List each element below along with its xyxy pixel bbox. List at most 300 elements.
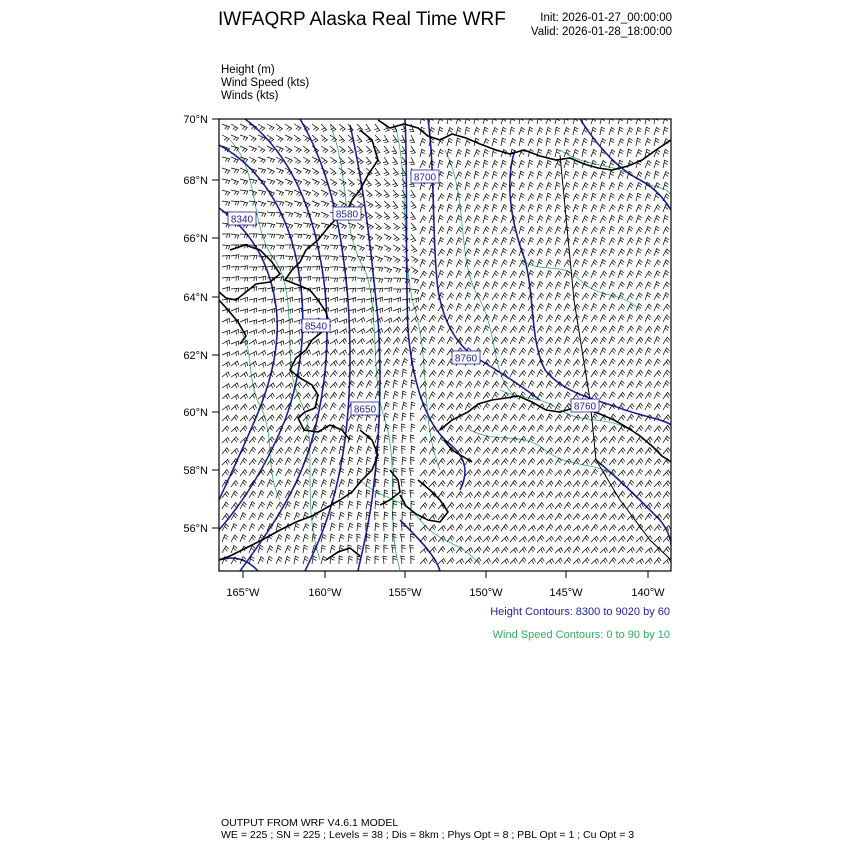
wind-barb bbox=[294, 501, 299, 509]
wind-barb bbox=[582, 315, 588, 322]
wind-barb bbox=[492, 128, 498, 136]
wind-barb bbox=[645, 293, 651, 301]
wind-barb bbox=[411, 501, 415, 509]
wind-barb bbox=[483, 227, 489, 234]
wind-barb bbox=[546, 393, 553, 399]
wind-barb bbox=[465, 315, 471, 322]
wind-barb bbox=[330, 382, 337, 388]
wind-barb bbox=[465, 415, 472, 421]
wind-barb bbox=[465, 304, 472, 311]
wind-barb bbox=[537, 370, 543, 377]
wind-barb bbox=[519, 414, 526, 421]
wind-barb bbox=[312, 256, 320, 260]
wind-barb bbox=[384, 381, 390, 389]
wind-barb bbox=[222, 168, 230, 174]
wind-barb bbox=[501, 215, 507, 223]
wind-barb bbox=[240, 394, 248, 399]
wind-barb bbox=[609, 171, 614, 179]
wind-barb bbox=[663, 558, 671, 564]
wind-barb bbox=[492, 304, 498, 311]
wind-barb bbox=[474, 315, 481, 322]
wind-barb bbox=[618, 415, 625, 421]
wind-barb bbox=[465, 127, 470, 135]
wind-barb bbox=[312, 556, 317, 564]
wind-barb bbox=[609, 547, 616, 553]
wind-barb bbox=[447, 437, 454, 443]
wind-barb bbox=[654, 481, 661, 487]
wind-barb bbox=[465, 525, 472, 531]
wind-barb bbox=[393, 402, 398, 410]
wind-barb bbox=[348, 179, 354, 186]
wind-barb bbox=[402, 267, 410, 273]
wind-barb bbox=[366, 381, 372, 388]
wind-barb bbox=[627, 304, 633, 311]
wind-barb bbox=[285, 425, 292, 432]
wind-barb bbox=[348, 469, 354, 477]
wind-barb bbox=[222, 201, 230, 206]
wind-barb bbox=[627, 194, 633, 202]
wind-barb bbox=[393, 256, 400, 263]
wind-barb bbox=[654, 293, 661, 300]
wind-barb bbox=[447, 480, 454, 487]
wind-barb bbox=[330, 288, 338, 292]
wind-barb bbox=[393, 501, 397, 509]
wind-barb bbox=[564, 469, 571, 476]
wind-barb bbox=[375, 135, 381, 143]
wind-barb bbox=[285, 350, 293, 355]
wind-barb bbox=[546, 459, 553, 465]
wind-barb bbox=[654, 404, 661, 411]
wind-barb bbox=[410, 135, 415, 143]
wind-barb bbox=[420, 271, 427, 278]
wind-barb bbox=[537, 337, 543, 344]
wind-barb bbox=[645, 348, 651, 355]
wind-barb bbox=[501, 436, 508, 443]
wind-barb bbox=[663, 360, 670, 367]
wind-barb bbox=[465, 370, 472, 377]
wind-barb bbox=[465, 182, 470, 190]
wind-barb bbox=[420, 558, 427, 564]
wind-barb bbox=[294, 535, 300, 542]
wind-barb bbox=[375, 179, 381, 187]
wind-barb bbox=[411, 278, 419, 283]
wind-barb bbox=[555, 492, 562, 498]
wind-barb bbox=[582, 425, 589, 432]
wind-barb bbox=[438, 403, 445, 410]
wind-barb bbox=[231, 535, 238, 542]
wind-barb bbox=[618, 205, 624, 213]
wind-barb bbox=[645, 558, 652, 564]
wind-barb bbox=[591, 117, 597, 125]
wind-barb bbox=[654, 502, 661, 509]
wind-barb bbox=[276, 135, 283, 142]
wind-barb bbox=[366, 424, 372, 432]
wind-barb bbox=[600, 194, 606, 201]
wind-barb bbox=[447, 547, 455, 553]
wind-barb bbox=[645, 370, 652, 377]
wind-barb bbox=[555, 227, 561, 234]
lat-label: 60°N bbox=[183, 407, 208, 419]
wind-barb bbox=[240, 372, 248, 377]
wind-barb bbox=[420, 161, 426, 168]
wind-barb bbox=[483, 491, 490, 498]
wind-barb bbox=[555, 548, 563, 553]
wind-barb bbox=[618, 249, 625, 256]
wind-barb bbox=[663, 326, 669, 333]
wind-barb bbox=[573, 503, 580, 509]
wind-barb bbox=[519, 481, 526, 487]
wind-barb bbox=[438, 270, 444, 278]
valid-time: Valid: 2026-01-28_18:00:00 bbox=[530, 26, 672, 38]
wind-barb bbox=[240, 146, 247, 152]
wind-barb bbox=[618, 172, 624, 180]
wind-barb bbox=[510, 282, 516, 289]
wind-barb bbox=[231, 491, 238, 498]
wind-barb bbox=[474, 271, 480, 278]
wind-barb bbox=[330, 436, 337, 443]
wind-barb bbox=[528, 227, 534, 234]
wind-barb bbox=[474, 226, 480, 234]
wind-barb bbox=[384, 212, 390, 220]
wind-barb bbox=[258, 524, 265, 531]
wind-barb bbox=[546, 205, 552, 212]
wind-barb bbox=[222, 318, 230, 323]
wind-barb bbox=[438, 127, 443, 135]
wind-barb bbox=[600, 315, 606, 322]
wind-barb bbox=[609, 337, 615, 344]
wind-barb bbox=[294, 458, 301, 465]
wind-barb bbox=[537, 183, 543, 190]
wind-barb bbox=[591, 337, 598, 344]
wind-barb bbox=[366, 278, 374, 282]
wind-barb bbox=[339, 267, 347, 272]
wind-barb bbox=[510, 138, 516, 146]
wind-barb bbox=[420, 204, 426, 212]
wind-barb bbox=[528, 205, 534, 213]
wind-barb bbox=[420, 216, 426, 223]
wind-barb bbox=[366, 201, 373, 208]
wind-barb bbox=[276, 448, 283, 454]
wind-barb bbox=[510, 437, 517, 443]
wind-barb bbox=[348, 361, 356, 367]
wind-barb bbox=[537, 480, 544, 487]
wind-barb bbox=[600, 348, 606, 355]
wind-barb bbox=[537, 492, 544, 498]
wind-barb bbox=[438, 249, 445, 256]
wind-barb bbox=[591, 426, 598, 432]
wind-barb bbox=[582, 326, 589, 333]
wind-barb bbox=[555, 392, 562, 399]
wind-barb bbox=[276, 124, 282, 131]
wind-barb bbox=[627, 359, 634, 366]
wind-barb bbox=[537, 128, 543, 136]
wind-barb bbox=[312, 190, 319, 197]
wind-barb bbox=[528, 337, 535, 344]
wind-barb bbox=[510, 470, 517, 476]
wind-barb bbox=[510, 237, 516, 245]
wind-barb bbox=[600, 116, 605, 124]
wind-barb bbox=[384, 391, 389, 399]
wind-barb bbox=[465, 171, 471, 179]
wind-barb bbox=[384, 245, 391, 252]
wind-barb bbox=[321, 360, 328, 366]
lon-label: 160°W bbox=[308, 587, 342, 599]
wind-barb bbox=[410, 534, 414, 542]
wind-barb bbox=[330, 245, 338, 249]
wind-barb bbox=[474, 381, 481, 388]
wind-barb bbox=[501, 315, 508, 322]
wind-barb bbox=[483, 415, 490, 421]
wind-barb bbox=[303, 469, 310, 476]
wind-barb bbox=[636, 536, 643, 542]
wind-barb bbox=[285, 556, 291, 564]
wind-barb bbox=[573, 182, 579, 190]
wind-barb bbox=[285, 458, 291, 465]
wind-barb bbox=[474, 426, 481, 432]
wind-barb bbox=[249, 437, 256, 443]
wind-barb bbox=[519, 160, 525, 168]
wind-barb bbox=[600, 260, 606, 268]
wind-barb bbox=[654, 537, 662, 543]
wind-barb bbox=[348, 501, 353, 509]
wind-barb bbox=[258, 266, 266, 270]
wind-barb bbox=[258, 212, 266, 217]
wind-barb bbox=[609, 183, 615, 190]
wind-barb bbox=[546, 524, 553, 531]
wind-barb bbox=[303, 524, 309, 531]
wind-barb bbox=[312, 491, 318, 498]
wind-barb bbox=[501, 193, 506, 201]
wind-barb bbox=[294, 223, 302, 228]
wind-barb bbox=[528, 470, 535, 476]
wind-barb bbox=[528, 381, 534, 388]
wind-barb bbox=[600, 513, 607, 520]
wind-barb bbox=[546, 117, 552, 125]
wind-barb bbox=[285, 512, 291, 520]
wind-barb bbox=[600, 161, 606, 168]
wind-barb bbox=[465, 403, 472, 410]
wind-barb bbox=[474, 171, 479, 179]
wind-barb bbox=[582, 480, 589, 487]
wind-barb bbox=[537, 238, 544, 245]
wind-barb bbox=[384, 468, 388, 476]
wind-barb bbox=[654, 337, 660, 344]
wind-barb bbox=[420, 260, 426, 268]
wind-barb bbox=[663, 370, 670, 377]
wind-barb bbox=[348, 523, 353, 531]
wind-barb bbox=[438, 260, 444, 267]
wind-barb bbox=[564, 315, 571, 322]
wind-barb bbox=[348, 267, 356, 271]
wind-barb bbox=[357, 223, 364, 230]
wind-barb bbox=[636, 326, 642, 333]
wind-barb bbox=[483, 436, 490, 443]
wind-barb bbox=[528, 326, 534, 333]
wind-barb bbox=[384, 328, 392, 334]
wind-barb bbox=[285, 372, 293, 378]
wind-barb bbox=[249, 340, 257, 345]
wind-barb bbox=[222, 330, 230, 335]
wind-barb bbox=[447, 138, 453, 146]
wind-barb bbox=[618, 139, 624, 146]
wind-barb bbox=[645, 216, 651, 223]
wind-barb bbox=[303, 372, 311, 378]
wind-barb bbox=[330, 479, 335, 487]
wind-barb bbox=[483, 304, 490, 311]
wind-barb bbox=[231, 135, 238, 141]
wind-barb bbox=[618, 127, 623, 135]
wind-barb bbox=[546, 414, 553, 421]
wind-barb bbox=[483, 526, 491, 532]
wind-barb bbox=[537, 437, 544, 443]
wind-barb bbox=[285, 383, 293, 388]
wind-barb bbox=[483, 326, 489, 333]
wind-barb bbox=[456, 503, 464, 509]
wind-barb bbox=[420, 470, 427, 476]
wind-barb bbox=[231, 201, 239, 205]
height-contours-info: Height Contours: 8300 to 9020 by 60 bbox=[490, 606, 670, 618]
wind-barb bbox=[528, 194, 534, 201]
wind-barb bbox=[393, 413, 398, 421]
wind-barb bbox=[483, 238, 489, 246]
wind-barb bbox=[627, 392, 634, 399]
wind-barb bbox=[564, 127, 570, 135]
wind-barb bbox=[402, 545, 406, 553]
wind-barb bbox=[411, 479, 415, 487]
wind-barb bbox=[483, 481, 490, 487]
wind-barb bbox=[474, 193, 480, 201]
wind-barb bbox=[411, 223, 416, 231]
wind-barb bbox=[483, 282, 490, 289]
wind-barb bbox=[609, 193, 615, 201]
wind-barb bbox=[267, 330, 275, 335]
wind-barb bbox=[393, 359, 400, 366]
wind-barb bbox=[492, 326, 499, 333]
wind-barb bbox=[600, 326, 607, 333]
wind-barb bbox=[483, 116, 489, 124]
wind-barb bbox=[276, 414, 283, 421]
wind-barb bbox=[447, 492, 454, 498]
wind-barb bbox=[258, 448, 265, 454]
wind-barb bbox=[663, 436, 670, 443]
wind-barb bbox=[400, 135, 405, 143]
wind-barb bbox=[663, 172, 669, 180]
wind-barb bbox=[645, 359, 652, 366]
wind-barb bbox=[627, 216, 633, 223]
wind-barb bbox=[609, 304, 615, 311]
wind-barb bbox=[510, 182, 515, 190]
wind-barb bbox=[618, 326, 624, 333]
wind-barb bbox=[582, 525, 589, 531]
wind-barb bbox=[393, 234, 399, 241]
wind-barb bbox=[447, 558, 454, 564]
wind-barb bbox=[267, 491, 274, 498]
wind-barb bbox=[645, 403, 652, 410]
wind-barb bbox=[447, 249, 453, 256]
wind-barb bbox=[519, 514, 526, 520]
wind-barb bbox=[501, 492, 508, 499]
wind-barb bbox=[645, 138, 651, 146]
height-contour-label: 8340 bbox=[230, 214, 254, 226]
wind-barb bbox=[501, 348, 508, 355]
wind-barb bbox=[392, 179, 397, 187]
wind-barb bbox=[564, 514, 571, 520]
wind-barb bbox=[267, 309, 275, 314]
wind-barb bbox=[465, 480, 472, 487]
wind-barb bbox=[249, 157, 256, 163]
wind-barb bbox=[222, 157, 230, 162]
wind-barb bbox=[231, 190, 239, 195]
wind-barb bbox=[546, 271, 552, 278]
wind-barb bbox=[591, 260, 597, 267]
wind-barb bbox=[447, 514, 455, 520]
wind-barb bbox=[645, 458, 652, 465]
wind-barb bbox=[546, 238, 552, 245]
wind-barb bbox=[447, 282, 453, 289]
wind-barb bbox=[447, 381, 454, 388]
wind-barb bbox=[438, 116, 444, 124]
wind-barb bbox=[267, 234, 275, 238]
wind-barb bbox=[609, 315, 616, 322]
wind-barb bbox=[276, 234, 284, 239]
wind-barb bbox=[519, 525, 526, 531]
wind-barb bbox=[429, 249, 435, 257]
wind-barb bbox=[600, 392, 607, 399]
wind-barb bbox=[636, 271, 642, 278]
wind-barb bbox=[420, 237, 426, 245]
wind-barb bbox=[447, 226, 453, 234]
wind-barb bbox=[564, 547, 571, 553]
wind-barb bbox=[267, 393, 274, 399]
wind-barb bbox=[600, 204, 606, 212]
wind-barb bbox=[618, 458, 625, 465]
wind-barb bbox=[231, 276, 239, 281]
wind-barb bbox=[456, 138, 461, 146]
wind-barb bbox=[258, 502, 265, 509]
wind-barb bbox=[663, 249, 670, 256]
wind-barb bbox=[537, 315, 543, 322]
wind-barb bbox=[501, 536, 508, 542]
wind-barb bbox=[321, 447, 328, 454]
wind-barb bbox=[429, 260, 436, 267]
wind-barb bbox=[645, 513, 652, 520]
wind-barb bbox=[393, 457, 397, 465]
wind-barb bbox=[420, 282, 426, 289]
wind-barb bbox=[474, 525, 481, 531]
init-time: Init: 2026-01-27_00:00:00 bbox=[540, 12, 672, 24]
wind-barb bbox=[645, 304, 652, 311]
wind-barb bbox=[555, 216, 561, 223]
wind-barb bbox=[546, 227, 553, 234]
wind-barb bbox=[600, 216, 606, 223]
wind-barb bbox=[222, 384, 230, 389]
wind-barb bbox=[276, 394, 284, 399]
wind-barb bbox=[501, 459, 508, 465]
wind-barb bbox=[555, 359, 562, 366]
wind-barb bbox=[375, 124, 380, 132]
wind-barb bbox=[546, 293, 552, 300]
wind-barb bbox=[357, 338, 365, 344]
wind-barb bbox=[627, 238, 634, 245]
wind-barb bbox=[438, 215, 443, 223]
wind-barb bbox=[555, 536, 562, 542]
wind-barb bbox=[438, 205, 444, 213]
wind-barb bbox=[474, 371, 481, 377]
wind-barb bbox=[267, 212, 275, 216]
lon-label: 165°W bbox=[226, 587, 260, 599]
wind-barb bbox=[555, 503, 562, 509]
wind-barb bbox=[609, 127, 615, 135]
